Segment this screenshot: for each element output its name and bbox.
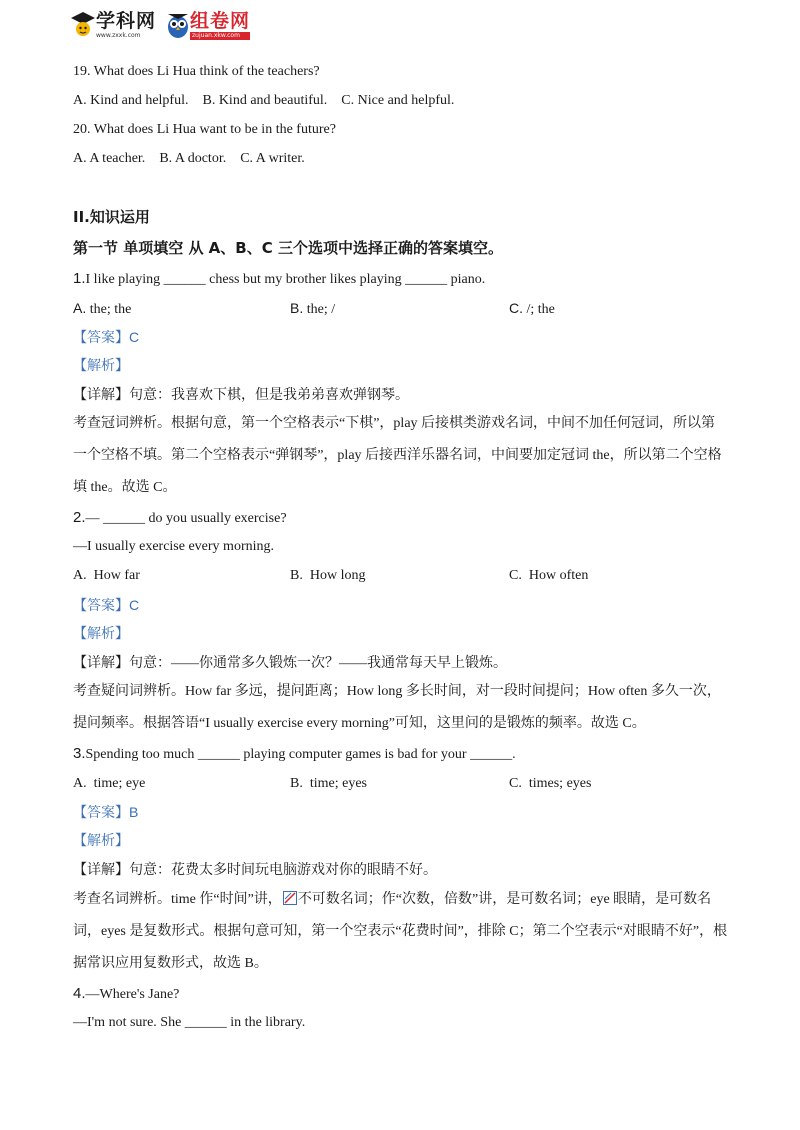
question-3 (73, 745, 516, 764)
explanation (73, 884, 728, 980)
question-2-options (73, 567, 733, 585)
question-number: 2. (73, 509, 86, 526)
detail-label: 【详解】 (73, 656, 129, 671)
detail-text: 句意：——你通常多久锻炼一次？——我通常每天早上锻炼。 (129, 656, 507, 671)
answer-value: C (129, 597, 140, 613)
zxxk-logo (70, 10, 156, 40)
option-b: B. time; eyes (290, 776, 367, 791)
question-3-options (73, 775, 733, 793)
detail-line (73, 387, 409, 405)
question-19-options (73, 92, 454, 110)
answer-line (73, 803, 138, 823)
answer-line (73, 596, 139, 616)
detail-label: 【详解】 (73, 863, 129, 878)
option-b: B. the; / (290, 300, 336, 317)
question-20-options (73, 150, 305, 168)
option: A. Kind and helpful. (73, 93, 189, 108)
option-c: C. How often (509, 568, 589, 583)
explanation-part-1: 考查名词辨析。time 作“时间”讲， (73, 892, 282, 907)
option-c: C. /; the (509, 300, 555, 317)
option: B. Kind and beautiful. (202, 93, 328, 108)
answer-value: B (129, 804, 139, 820)
option-a: A. time; eye (73, 776, 146, 791)
option-a: A. How far (73, 568, 140, 583)
zujuan-logo (166, 10, 250, 40)
analysis-label: 【解析】 (73, 359, 129, 374)
detail-line (73, 655, 507, 673)
question-stem: I like playing ______ chess but my brother likes playing ______ piano. (85, 272, 486, 287)
question-2-reply: —I usually exercise every morning. (73, 539, 274, 554)
option: C. Nice and helpful. (341, 93, 455, 108)
question-number: 3. (73, 745, 86, 762)
question-4-reply: —I'm not sure. She ______ in the library. (73, 1015, 306, 1030)
logo2-title: 组卷网 (190, 10, 251, 32)
question-stem: — ______ do you usually exercise? (85, 511, 287, 526)
question-4 (73, 985, 179, 1004)
logo2-url: zujuan.xkw.com (190, 32, 250, 40)
explanation: 考查冠词辨析。根据句意，第一个空格表示“下棋”，play 后接棋类游戏名词，中间不加任何冠词，所以第一个空格不填。第二个空格表示“弹钢琴”，play 后接西洋乐器名词，中间要加定冠词 the，所以第二个空格填 the。故选 C。 (73, 416, 722, 495)
explanation: 考查疑问词辨析。How far 多远，提问距离；How long 多长时间，对一段时间提问；How often 多久一次，提问频率。根据答语“I usually exercise every morning”可知，这里问的是锻炼的频率。故选 C。 (73, 684, 721, 731)
option: B. A doctor. (159, 151, 227, 166)
question-stem: —Where's Jane? (85, 987, 180, 1002)
detail-line (73, 862, 437, 880)
analysis-label: 【解析】 (73, 627, 129, 642)
answer-label: 【答案】 (73, 331, 129, 346)
question-stem: Spending too much ______ playing computer games is bad for your ______. (85, 747, 516, 762)
question-1-options (73, 299, 733, 317)
answer-value: C (129, 329, 140, 345)
question-number: 1. (73, 270, 86, 287)
option: C. A writer. (240, 151, 305, 166)
header-logos (70, 10, 260, 46)
question-2 (73, 509, 287, 528)
section-title: II.知识运用 (73, 208, 150, 226)
detail-text: 句意：我喜欢下棋，但是我弟弟喜欢弹钢琴。 (129, 388, 409, 403)
question-1 (73, 270, 485, 289)
analysis-label: 【解析】 (73, 834, 129, 849)
answer-label: 【答案】 (73, 599, 129, 614)
option: A. A teacher. (73, 151, 146, 166)
question-19: 19. What does Li Hua think of the teachers? (73, 64, 320, 79)
explanation-part-2: 不可数名词；作“次数，倍数”讲，是可数名词；eye 眼睛，是可数名词，eyes 是复数形式。根据句意可知，第一个空表示“花费时间”，排除 C；第二个空表示“对眼睛不好”，根据常识应用复数形式，故选 B。 (73, 892, 728, 971)
answer-line (73, 328, 139, 348)
detail-text: 句意：花费太多时间玩电脑游戏对你的眼睛不好。 (129, 863, 437, 878)
watermark-icon (283, 891, 297, 905)
graduation-cap-icon (70, 10, 96, 40)
answer-label: 【答案】 (73, 806, 129, 821)
option-b: B. How long (290, 568, 366, 583)
section-subtitle: 第一节 单项填空 从 A、B、C 三个选项中选择正确的答案填空。 (73, 239, 503, 257)
option-c: C. times; eyes (509, 776, 592, 791)
owl-icon (166, 10, 190, 40)
question-number: 4. (73, 985, 86, 1002)
logo1-url: www.zxxk.com (96, 32, 141, 39)
detail-label: 【详解】 (73, 388, 129, 403)
logo1-title: 学科网 (96, 10, 157, 32)
question-20: 20. What does Li Hua want to be in the future? (73, 122, 336, 137)
option-a: A. the; the (73, 300, 132, 317)
